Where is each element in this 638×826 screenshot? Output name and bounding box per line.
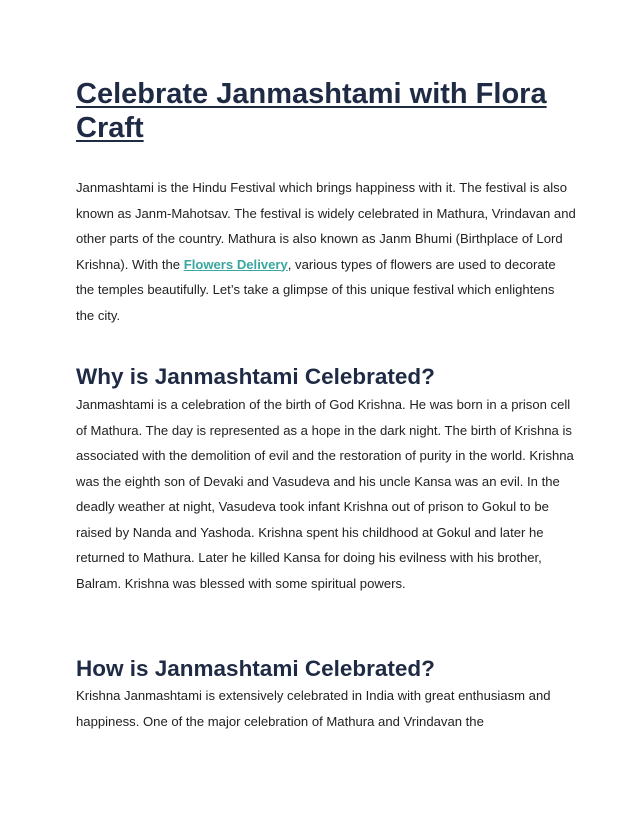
section-body-why: Janmashtami is a celebration of the birth of God Krishna. He was born in a prison cell of Mathura. The day is represented as a hope in the dark night. The birth of Krishna is associated with the demolition of evil and the restoration of purity in the world. Krishna was the eighth son of Devaki and Vasudeva and his uncle Kansa was an evil. In the deadly weather at night, Vasudeva took infant Krishna out of prison to Gokul to be raised by Nanda and Yashoda. Krishna spent his childhood at Gokul and later he returned to Mathura. Later he killed Kansa for doing his evilness with his brother, Balram. Krishna was blessed with some spiritual powers.	[76, 397, 574, 591]
article-title: Celebrate Janmashtami with Flora Craft	[76, 78, 547, 144]
intro-paragraph	[76, 175, 576, 328]
intro-text-before-link: Janmashtami is the Hindu Festival which brings happiness with it. The festival is also known as Janm-Mahotsav. The festival is widely celebrated in Mathura, Vrindavan and other parts of the country. Mathura is also known as Janm Bhumi (Birthplace of Lord Krishna). With the	[76, 180, 576, 272]
section-body-how: Krishna Janmashtami is extensively celebrated in India with great enthusiasm and happiness. One of the major celebration of Mathura and Vrindavan the	[76, 688, 551, 729]
intro-text-after-link: , various types of flowers are used to decorate the temples beautifully. Let’s take a glimpse of this unique festival which enlightens the city.	[76, 256, 556, 323]
section-heading-how: How is Janmashtami Celebrated?	[76, 656, 435, 681]
section-heading-why: Why is Janmashtami Celebrated?	[76, 364, 435, 389]
flowers-delivery-link[interactable]: Flowers Delivery	[183, 256, 288, 272]
